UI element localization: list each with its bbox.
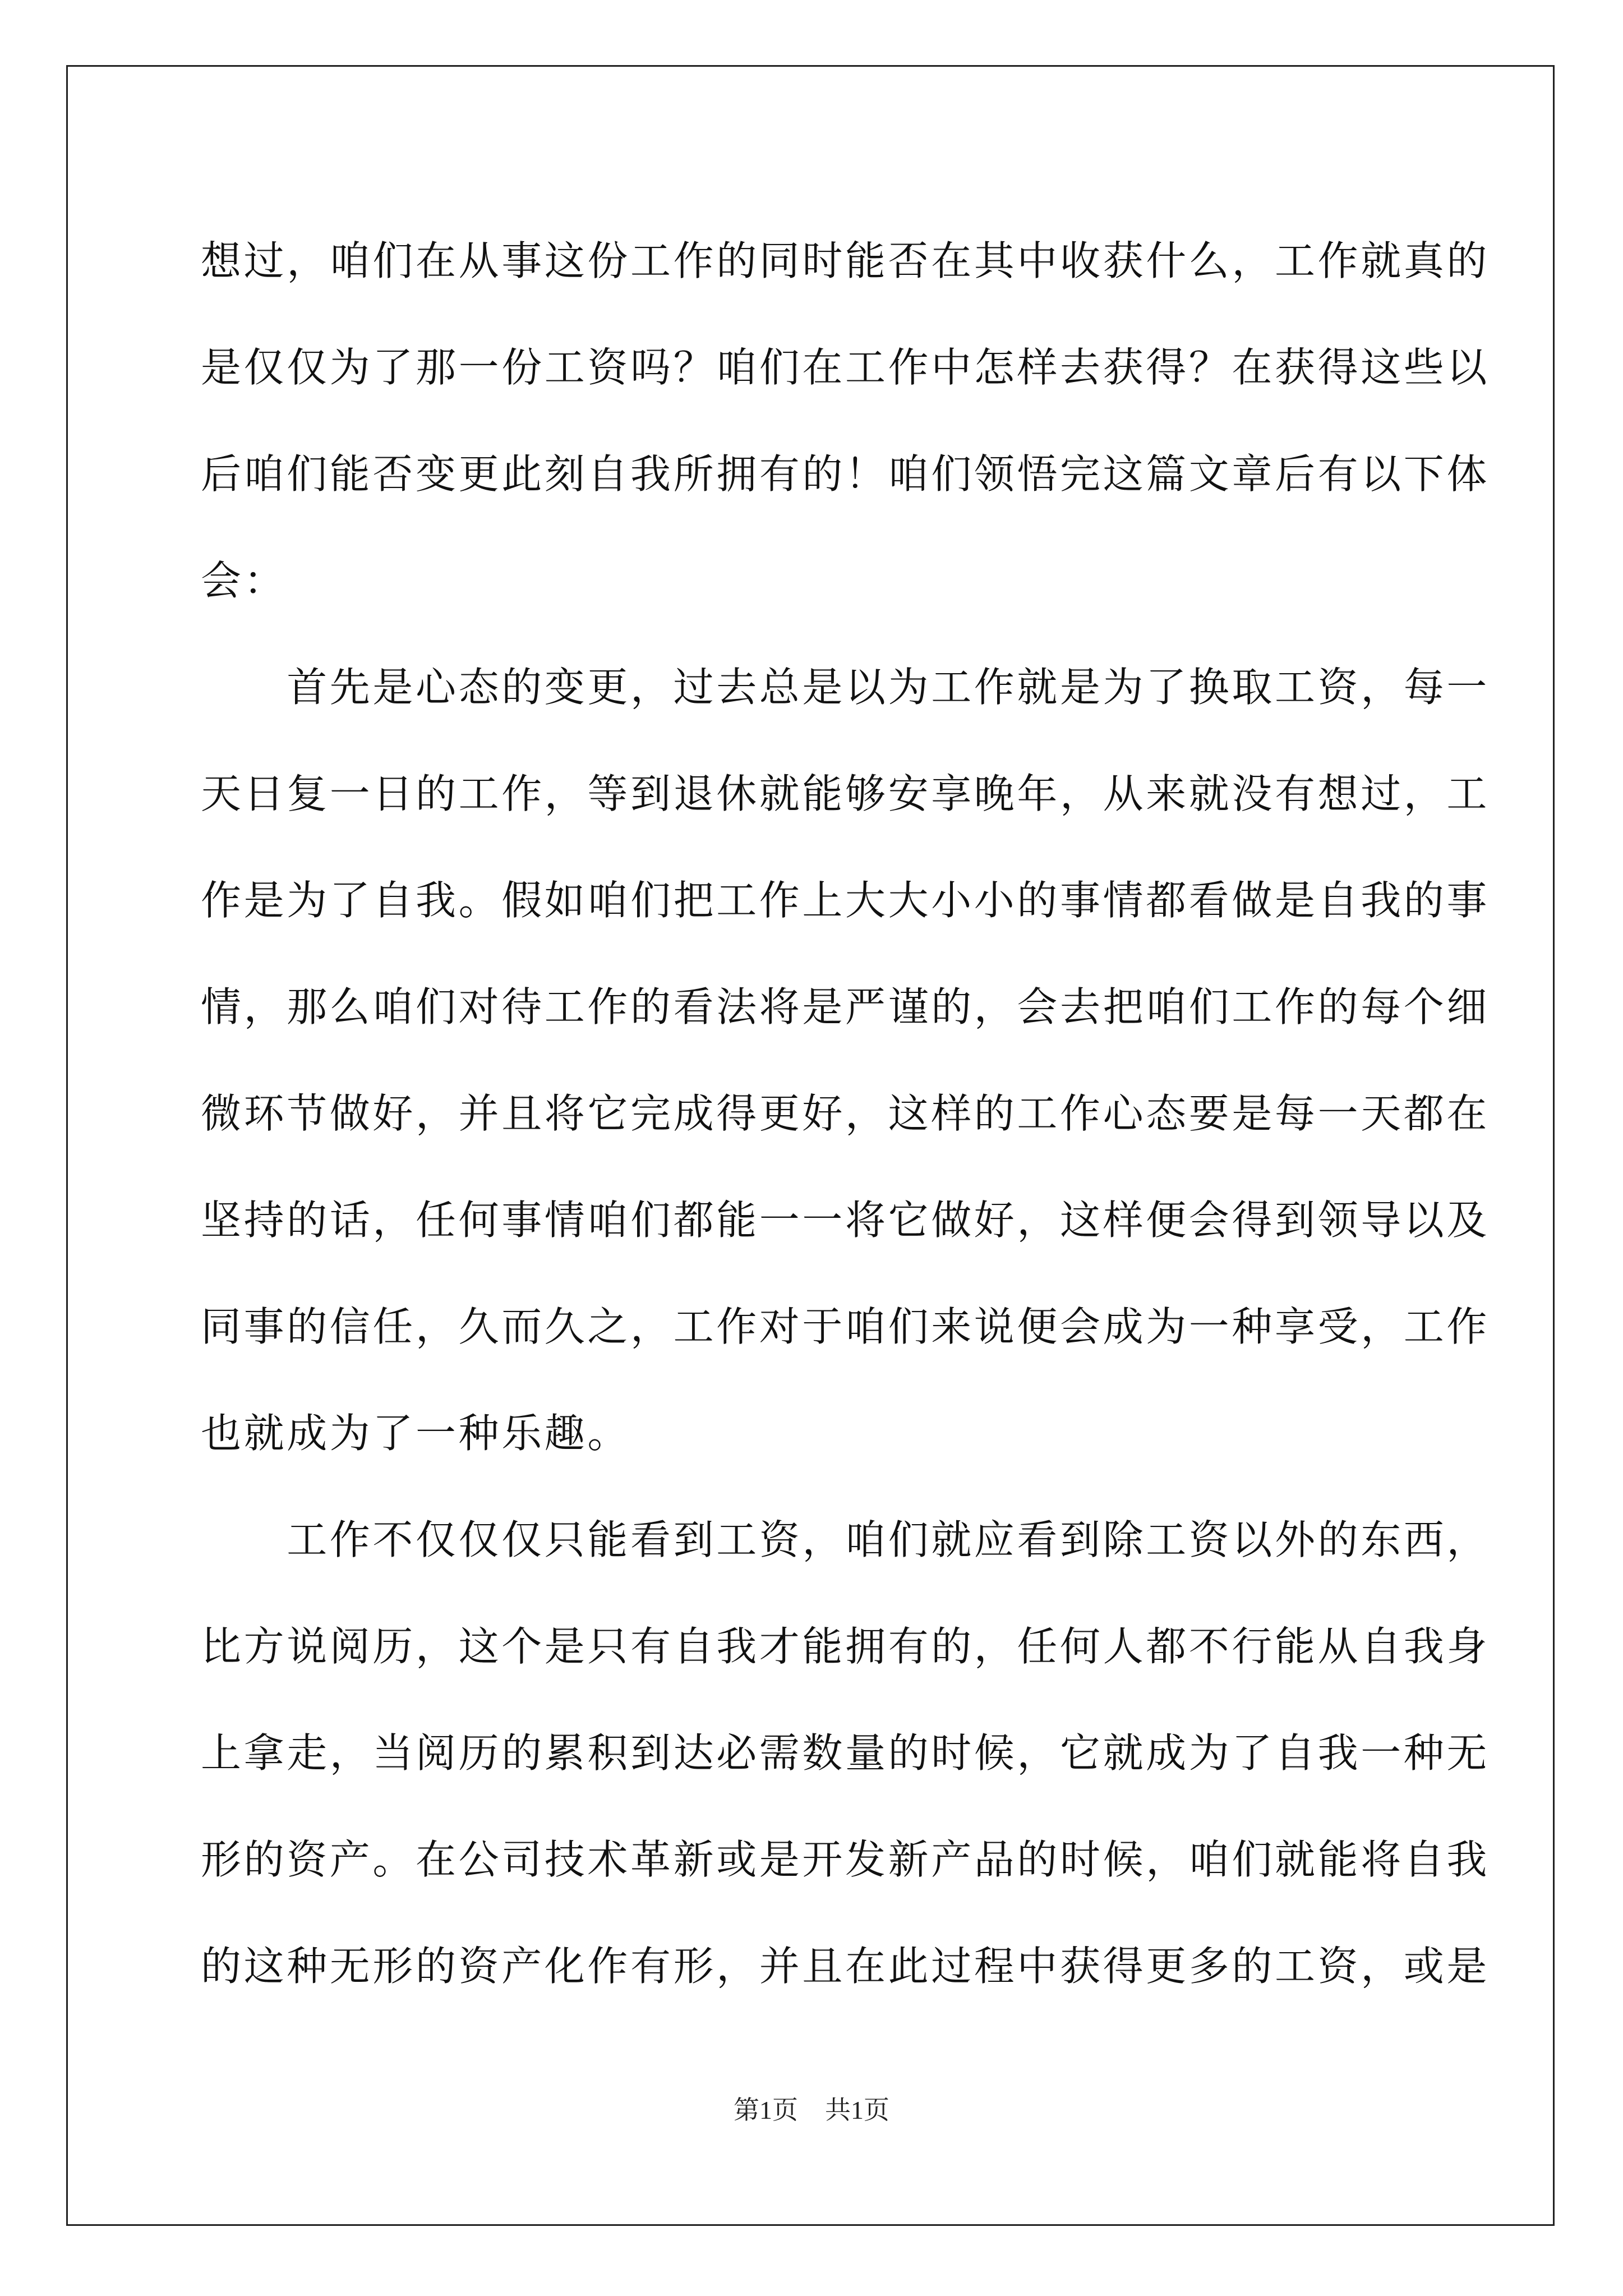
text-line: 微环节做好，并且将它完成得更好，这样的工作心态要是每一天都在 (201, 1090, 1490, 1137)
text-line: 的这种无形的资产化作有形，并且在此过程中获得更多的工资，或是 (201, 1943, 1490, 1990)
text-line: 想过，咱们在从事这份工作的同时能否在其中收获什么，工作就真的 (201, 237, 1490, 284)
text-line: 情，那么咱们对待工作的看法将是严谨的，会去把咱们工作的每个细 (201, 983, 1490, 1030)
text-line: 坚持的话，任何事情咱们都能一一将它做好，这样便会得到领导以及 (201, 1197, 1490, 1244)
page-footer (0, 2090, 1623, 2127)
text-line: 也就成为了一种乐趣。 (201, 1410, 631, 1457)
page-number: 第1页 (734, 2096, 798, 2124)
text-line: 形的资产。在公司技术革新或是开发新产品的时候，咱们就能将自我 (201, 1836, 1490, 1883)
text-line: 后咱们能否变更此刻自我所拥有的！咱们领悟完这篇文章后有以下体 (201, 450, 1490, 498)
text-line: 首先是心态的变更，过去总是以为工作就是为了换取工资，每一 (201, 664, 1490, 711)
text-line: 是仅仅为了那一份工资吗？咱们在工作中怎样去获得？在获得这些以 (201, 344, 1490, 391)
text-line: 工作不仅仅仅只能看到工资，咱们就应看到除工资以外的东西， (201, 1516, 1490, 1563)
page-total: 共1页 (825, 2096, 889, 2124)
text-line: 作是为了自我。假如咱们把工作上大大小小的事情都看做是自我的事 (201, 877, 1490, 924)
text-line: 天日复一日的工作，等到退休就能够安享晚年，从来就没有想过，工 (201, 770, 1490, 817)
text-line: 会： (201, 557, 287, 604)
text-line: 比方说阅历，这个是只有自我才能拥有的，任何人都不行能从自我身 (201, 1623, 1490, 1670)
text-line: 上拿走，当阅历的累积到达必需数量的时候，它就成为了自我一种无 (201, 1729, 1490, 1777)
text-line: 同事的信任，久而久之，工作对于咱们来说便会成为一种享受，工作 (201, 1303, 1490, 1350)
document-body (201, 208, 1490, 2019)
